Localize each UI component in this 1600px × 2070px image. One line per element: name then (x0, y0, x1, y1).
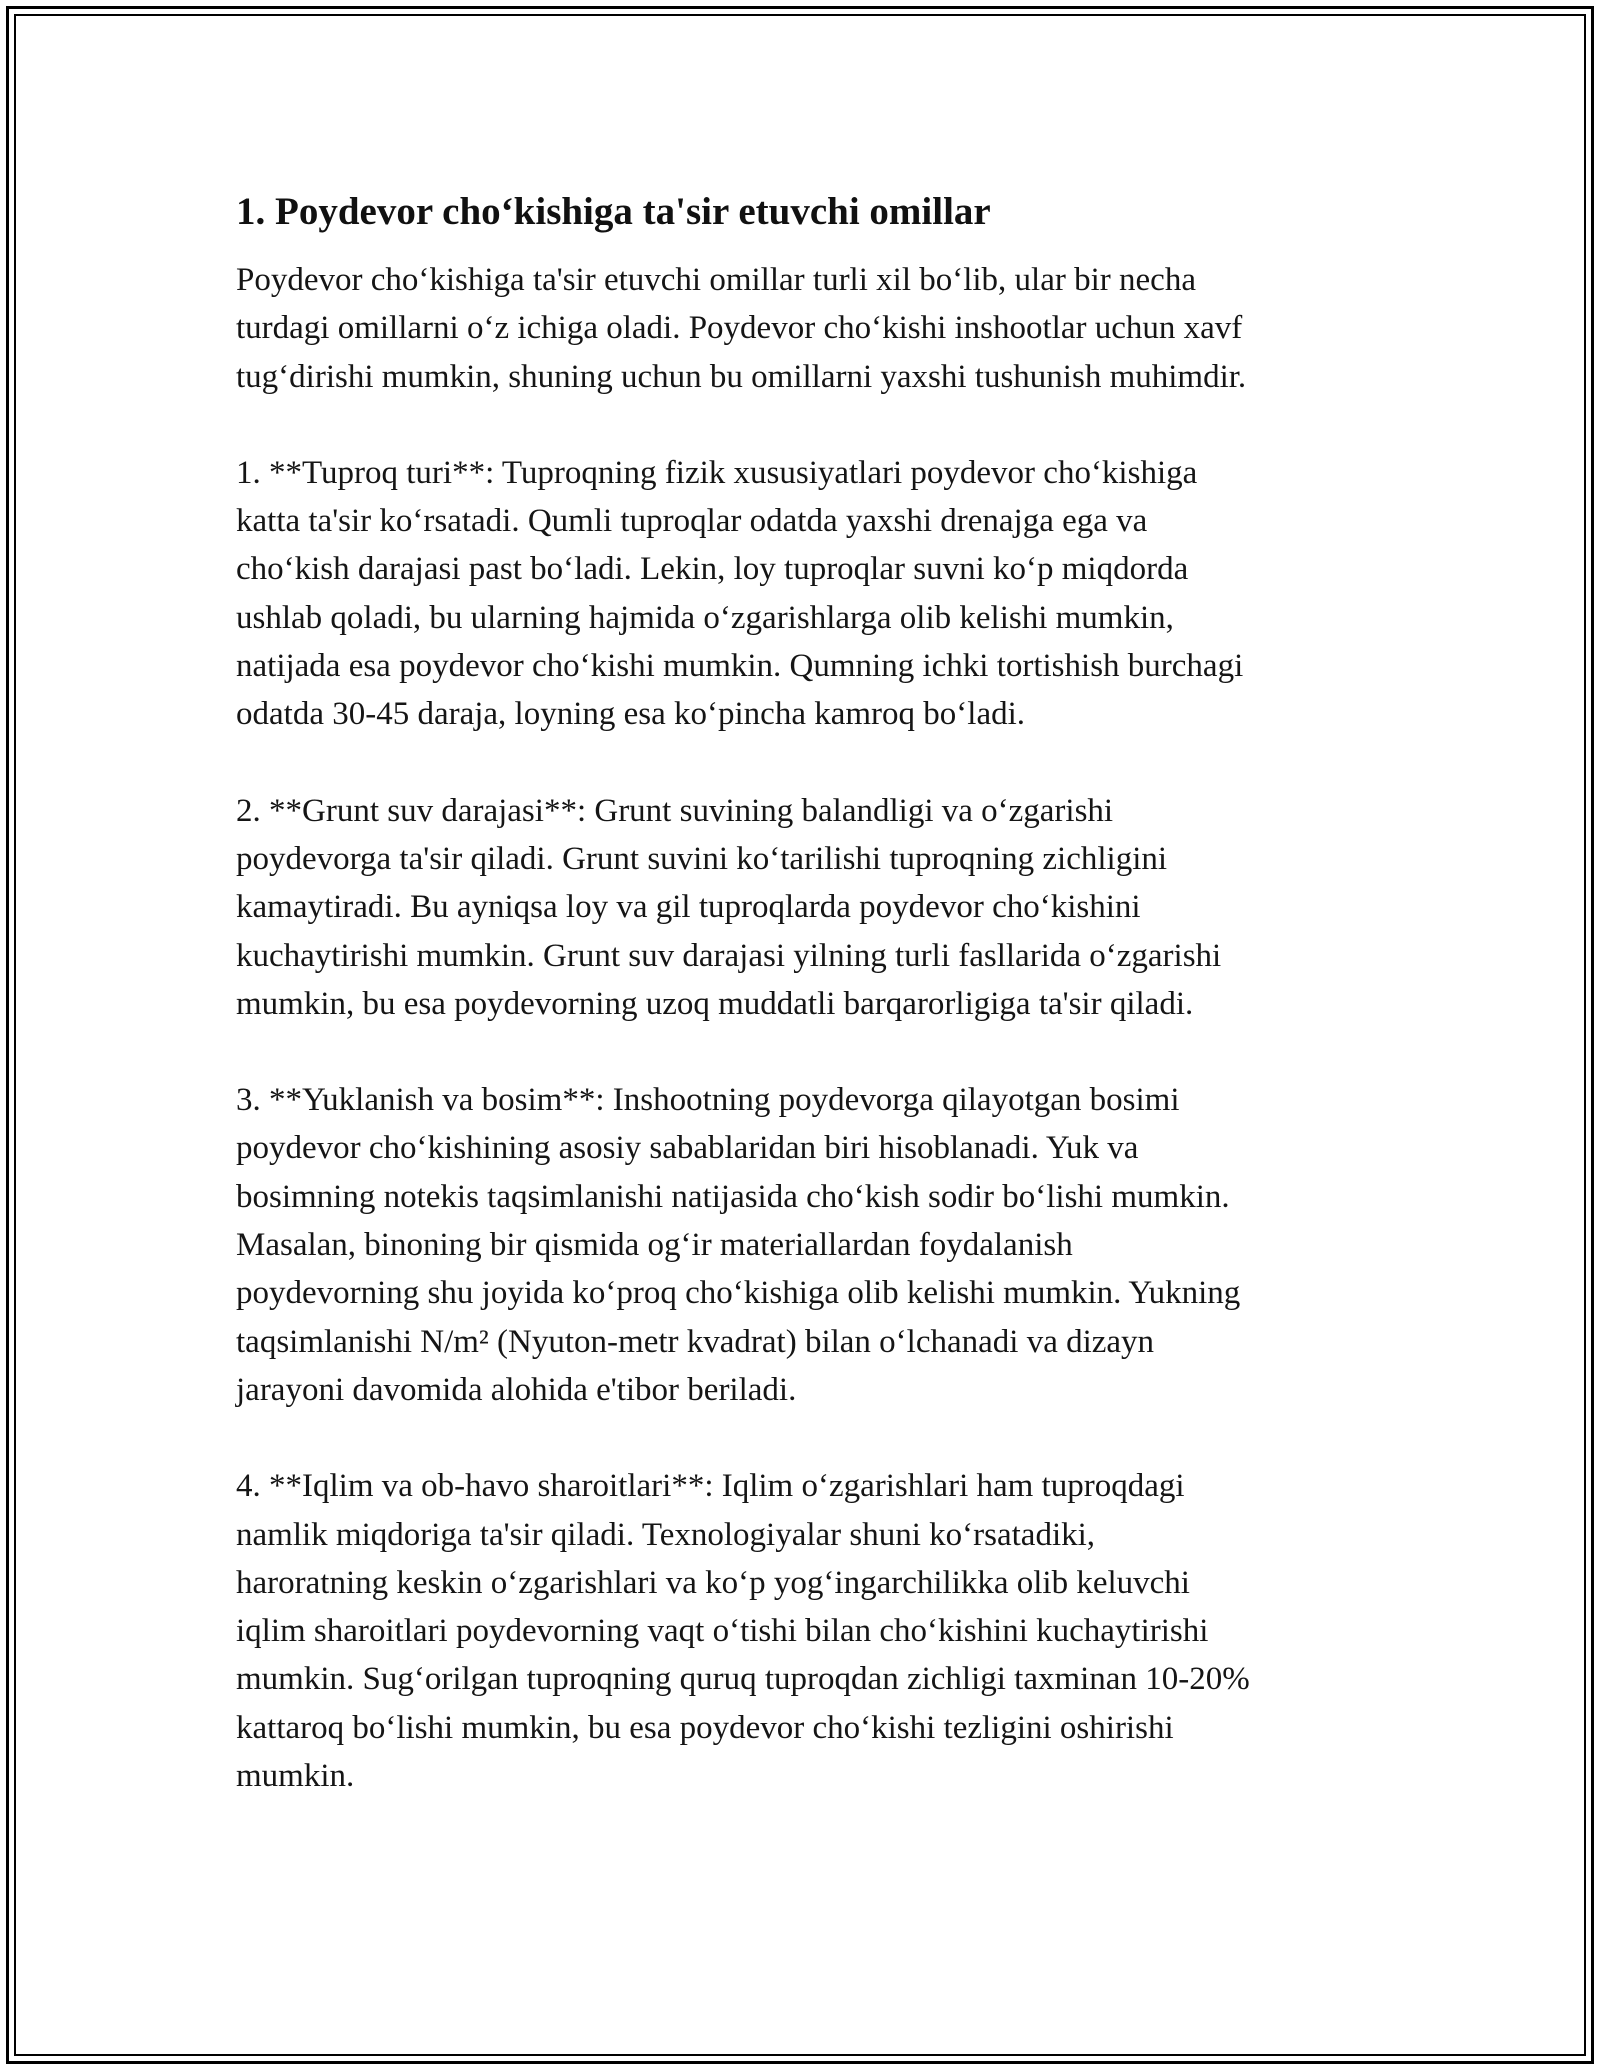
paragraph-soil-type: 1. **Tuproq turi**: Tuproqning fizik xususiyatlari poydevor cho‘kishiga katta ta'sir ko‘rsatadi. Qumli tuproqlar odatda yaxshi drenajga ega va cho‘kish darajasi past bo‘ladi. Lekin, loy tuproqlar suvni ko‘p miqdorda ushlab qoladi, bu ularning hajmida o‘zgarishlarga olib kelishi mumkin, natijada esa poydevor cho‘kishi mumkin. Qumning ichki tortishish burchagi odatda 30-45 daraja, loyning esa ko‘pincha kamroq bo‘ladi. (236, 454, 1244, 733)
paragraph-load-and-pressure: 3. **Yuklanish va bosim**: Inshootning poydevorga qilayotgan bosimi poydevor cho‘kishining asosiy sabablaridan biri hisoblanadi. Yuk va bosimning notekis taqsimlanishi natijasida cho‘kish sodir bo‘lishi mumkin. Masalan, binoning bir qismida og‘ir materiallardan foydalanish poydevorning shu joyida ko‘proq cho‘kishiga olib kelishi mumkin. Yukning taqsimlanishi N/m² (Nyuton-metr kvadrat) bilan o‘lchanadi va dizayn jarayoni davomida alohida e'tibor beriladi. (236, 1082, 1241, 1408)
section-heading: 1. Poydevor cho‘kishiga ta'sir etuvchi omillar (236, 190, 991, 233)
paragraph-climate-conditions: 4. **Iqlim va ob-havo sharoitlari**: Iqlim o‘zgarishlari ham tuproqdagi namlik miqdoriga ta'sir qiladi. Texnologiyalar shuni ko‘rsatadiki, haroratning keskin o‘zgarishlari va ko‘p yog‘ingarchilikka olib keluvchi iqlim sharoitlari poydevorning vaqt o‘tishi bilan cho‘kishini kuchaytirishi mumkin. Sug‘orilgan tuproqning quruq tuproqdan zichligi taxminan 10-20% kattaroq bo‘lishi mumkin, bu esa poydevor cho‘kishi tezligini oshirishi mumkin. (236, 1468, 1250, 1795)
intro-paragraph: Poydevor cho‘kishiga ta'sir etuvchi omillar turli xil bo‘lib, ular bir necha turdagi omillarni o‘z ichiga oladi. Poydevor cho‘kishi inshootlar uchun xavf tug‘dirishi mumkin, shuning uchun bu omillarni yaxshi tushunish muhimdir. (236, 262, 1247, 395)
document-body (236, 186, 1376, 1848)
paragraph-groundwater-level: 2. **Grunt suv darajasi**: Grunt suvining balandligi va o‘zgarishi poydevorga ta'sir qiladi. Grunt suvini ko‘tarilishi tuproqning zichligini kamaytiradi. Bu ayniqsa loy va gil tuproqlarda poydevor cho‘kishini kuchaytirishi mumkin. Grunt suv darajasi yilning turli fasllarida o‘zgarishi mumkin, bu esa poydevorning uzoq muddatli barqarorligiga ta'sir qiladi. (236, 792, 1222, 1022)
